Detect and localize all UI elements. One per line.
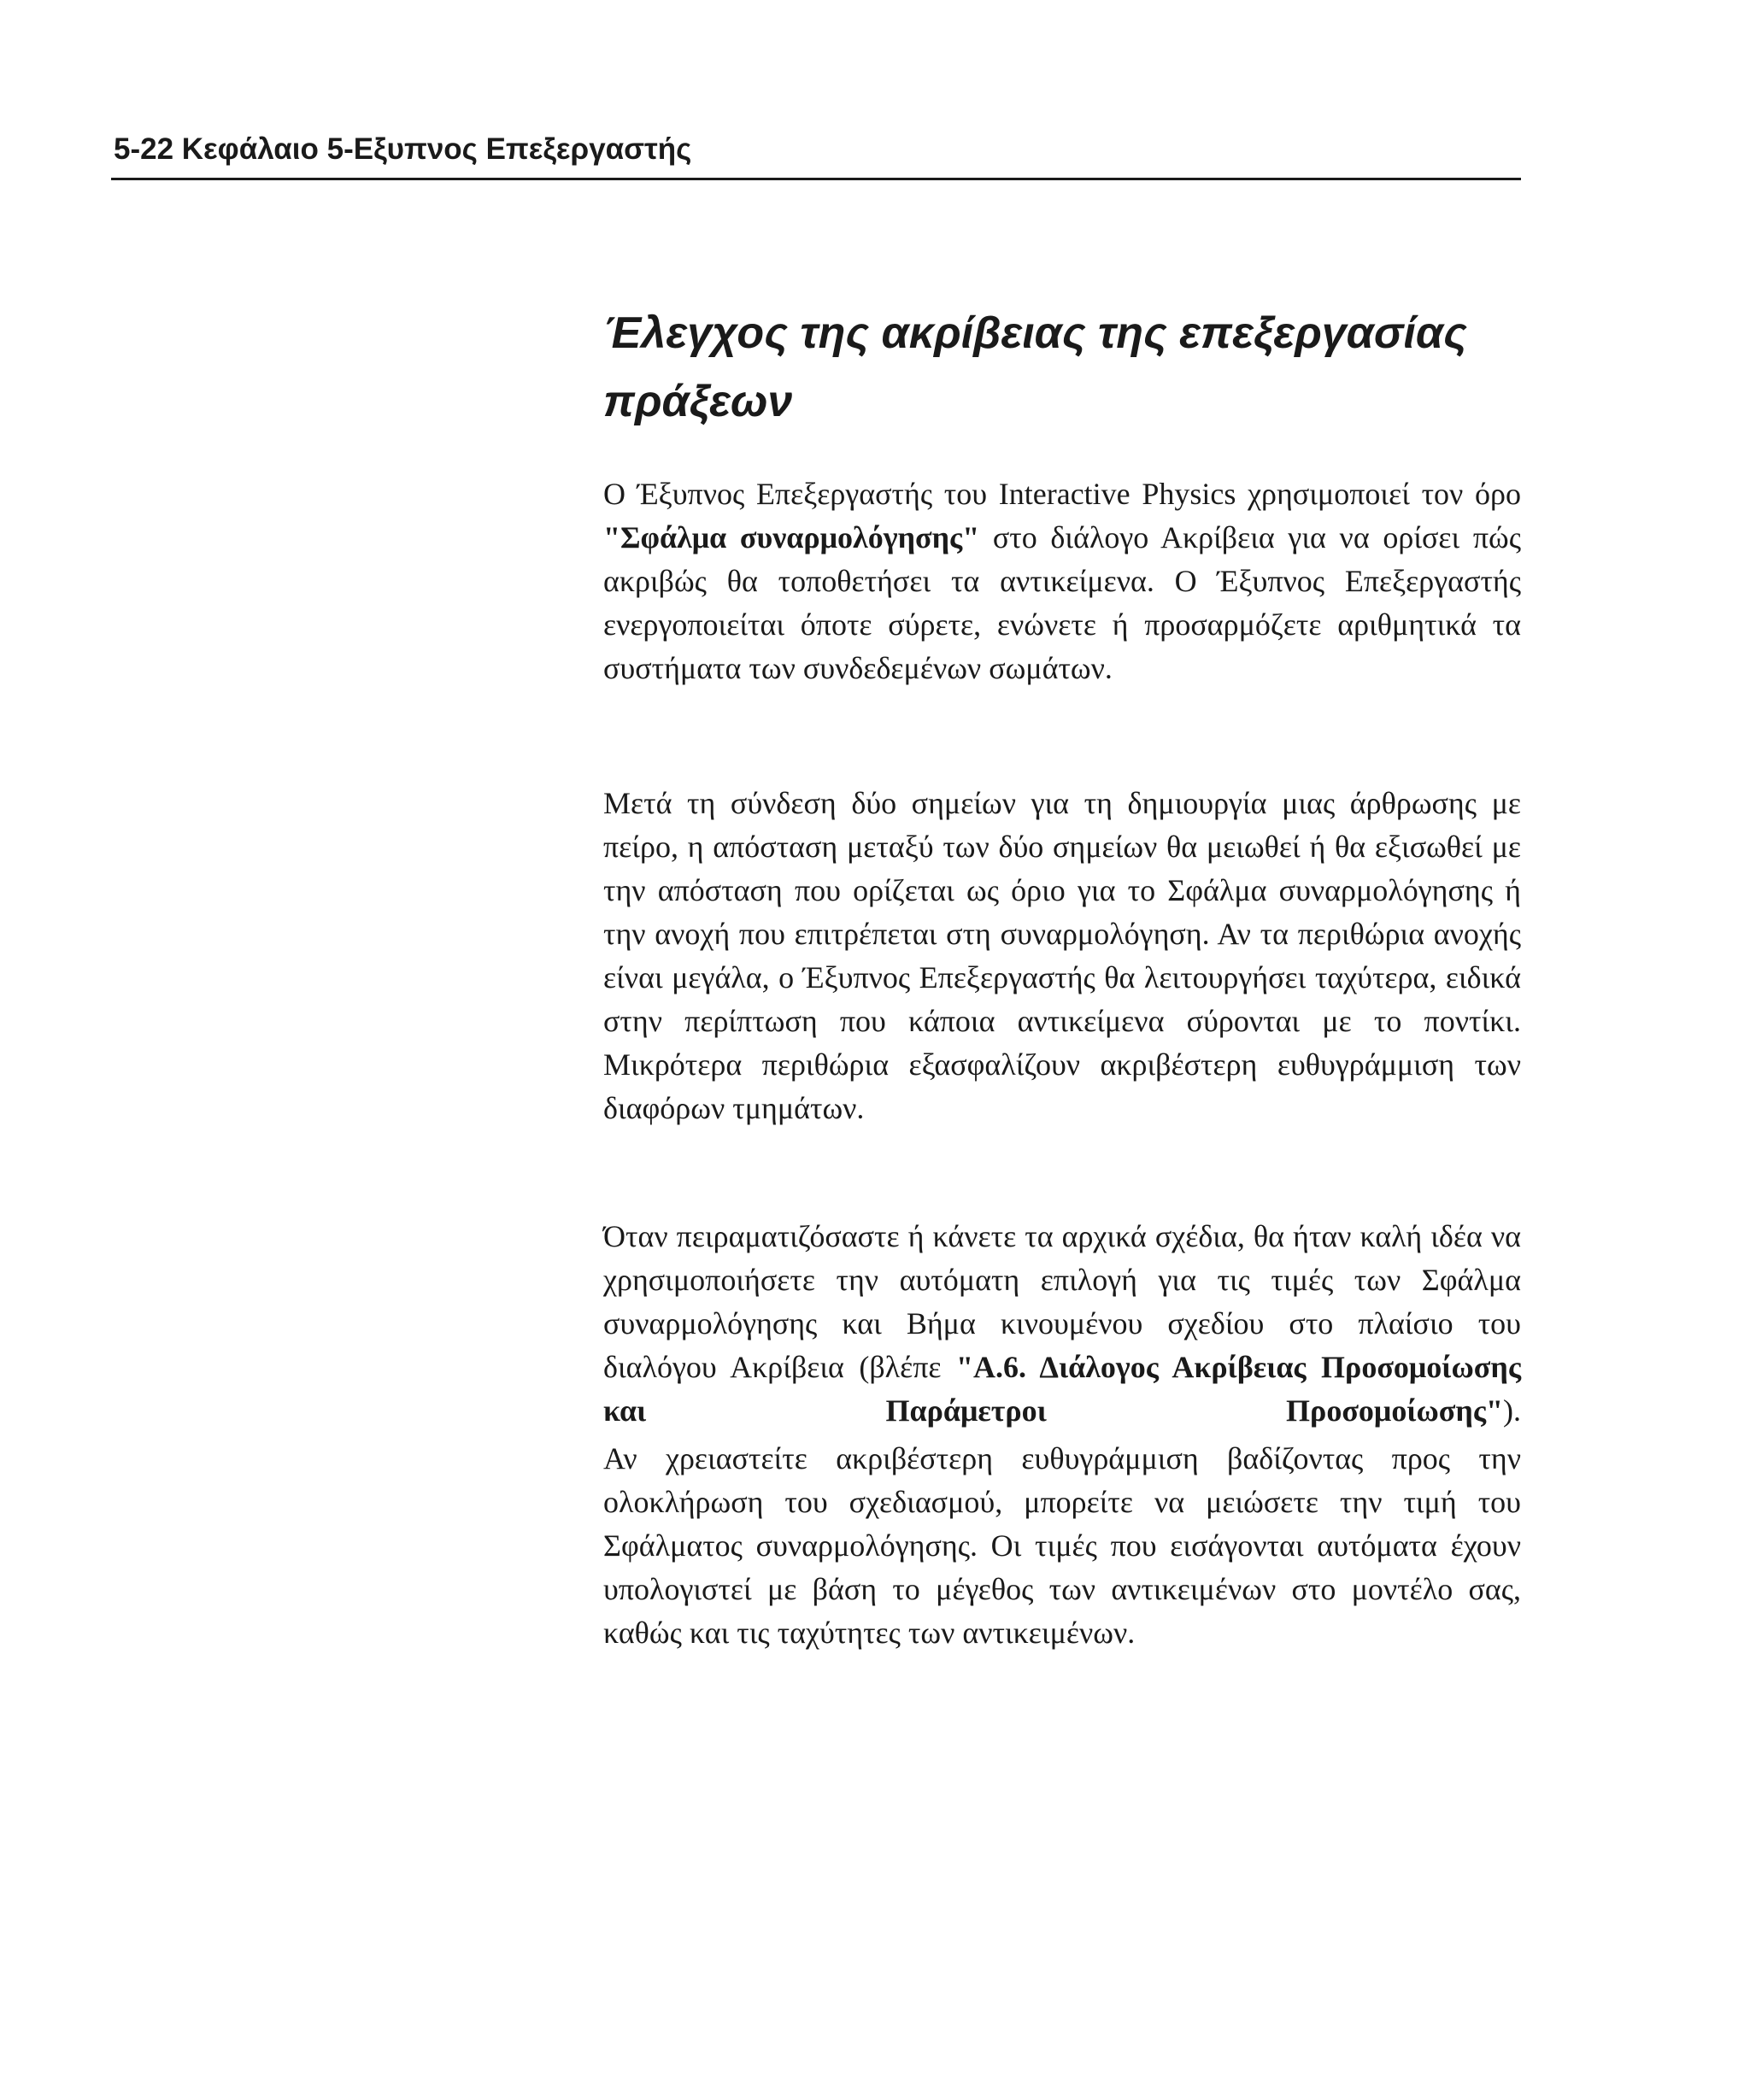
paragraph-text: ).	[1503, 1393, 1521, 1428]
page-header	[111, 128, 1521, 179]
bold-term: "Σφάλμα συναρμολόγησης"	[603, 520, 980, 554]
paragraph-reduce-error: Αν χρειαστείτε ακριβέστερη ευθυγράμμιση βαδίζοντας προς την ολοκλήρωση του σχεδιασμού, μπορείτε να μειώσετε την τιμή του Σφάλματος συναρμολόγησης. Οι τιμές που εισάγονται αυτόματα έχουν υπολογιστεί με βάση το μέγεθος των αντικειμένων στο μοντέλο σας, καθώς και τις ταχύτητες των αντικειμένων.	[603, 1441, 1521, 1650]
paragraph-auto-values	[603, 1215, 1521, 1433]
paragraph-text: Ο Έξυπνος Επεξεργαστής του Interactive Physics χρησιμοποιεί τον όρο	[603, 477, 1521, 511]
header-divider	[111, 178, 1521, 180]
paragraph-text: στο διάλογο Ακρίβεια για να ορίσει πώς ακριβώς θα τοποθετήσει τα αντικείμενα. Ο Έξυπνος Επεξεργαστής ενεργοποιείται όποτε σύρετε, ενώνετε ή προσαρμόζετε αριθμητικά τα συστήματα των συνδεδεμένων σωμάτων.	[603, 520, 1522, 685]
paragraph-text: Όταν πειραματιζόσαστε ή κάνετε τα αρχικά σχέδια, θα ήταν καλή ιδέα να χρησιμοποιήσετε την αυτόματη επιλογή για τις τιμές των Σφάλμα συναρμολόγησης και Βήμα κινουμένου σχεδίου στο πλαίσιο του διαλόγου Ακρίβεια (βλέπε	[603, 1219, 1521, 1384]
paragraph-pin-joint-tolerance: Μετά τη σύνδεση δύο σημείων για τη δημιουργία μιας άρθρωσης με πείρο, η απόσταση μεταξύ των δύο σημείων θα μειωθεί ή θα εξισωθεί με την απόσταση που ορίζεται ως όριο για το Σφάλμα συναρμολόγησης ή την ανοχή που επιτρέπεται στη συναρμολόγηση. Αν τα περιθώρια ανοχής είναι μεγάλα, ο Έξυπνος Επεξεργαστής θα λειτουργήσει ταχύτερα, ειδικά στην περίπτωση που κάποια αντικείμενα σύρονται με το ποντίκι. Μικρότερα περιθώρια εξασφαλίζουν ακριβέστερη ευθυγράμμιση των διαφόρων τμημάτων.	[603, 786, 1521, 1125]
running-header: 5-22 Κεφάλαιο 5-Εξυπνος Επεξεργαστής	[114, 132, 692, 166]
paragraph-assembly-error-intro	[603, 472, 1521, 690]
bold-reference: "Α.6. Διάλογος Ακρίβειας Προσομοίωσης και Παράμετροι Προσομοίωσης"	[603, 1350, 1521, 1428]
section-title: Έλεγχος της ακρίβειας της επεξεργασίας πράξεων	[603, 308, 1467, 426]
